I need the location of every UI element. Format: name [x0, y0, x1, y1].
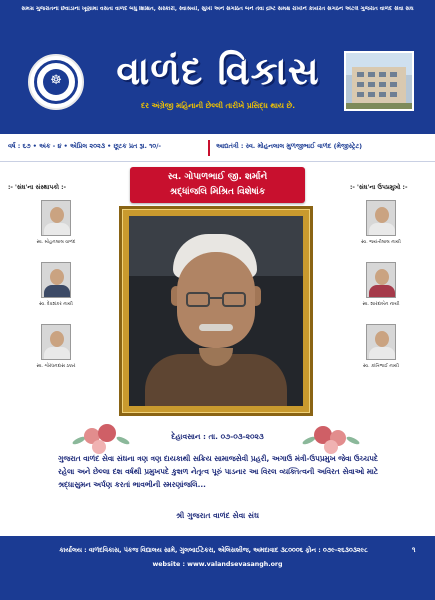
- office-address: કાર્યાલય : વાળંદવિકાસ, પંકજ વિદ્યાલય સામે, ગુલબાઈટેકરા, એલિસબ્રીજ, અમદાવાદ ૩૮૦૦૦૬ ફોન : ૦૭૯-૨૬૩૦૩૨૯૮: [59, 547, 368, 554]
- photo-shirt: [44, 285, 70, 298]
- info-separator: [208, 140, 210, 156]
- tribute-banner-line1: સ્વ. ગોપાળભાઈ જી. શર્માને: [167, 172, 268, 182]
- building-photo: [344, 51, 414, 111]
- leaf-shape: [116, 435, 131, 445]
- vice-president-name: સ્વ. શારદાબેન નાયી: [362, 302, 400, 307]
- vice-presidents-heading: :- 'સંઘ'ના ઉપપ્રમુખો :-: [350, 184, 408, 191]
- building-window: [368, 82, 375, 87]
- issue-info-bar: [0, 134, 435, 162]
- footer: [0, 536, 435, 600]
- photo-shirt: [44, 347, 70, 360]
- tribute-banner-line2: શ્રદ્ધાંજલિ મિશ્રિત વિશેષાંક: [169, 187, 266, 197]
- building-ground: [346, 103, 412, 109]
- photo-shirt: [369, 347, 395, 360]
- association-emblem-icon: [43, 69, 69, 95]
- photo-shirt: [369, 223, 395, 236]
- building-window: [357, 72, 364, 77]
- building-window: [357, 92, 364, 97]
- magazine-title: વાળંદ વિકાસ: [116, 48, 320, 93]
- building-window: [379, 82, 386, 87]
- building-facade: [352, 67, 406, 105]
- spectacles-right-lens: [222, 292, 246, 307]
- building-window: [357, 82, 364, 87]
- photo-shirt: [369, 285, 395, 298]
- issue-volume: વર્ષ : ૬૭ • અંક - ૪ • એપ્રિલ ૨૦૨૩ • છૂટક પ્રત રૂા. ૧૦/-: [8, 142, 162, 150]
- founder-name: સ્વ. ગોરધનદાસ ઠક્કર: [36, 364, 76, 369]
- date-of-death: દેહાવસાન : તા. ૦૭-૦૩-૨૦૨૩: [171, 432, 264, 441]
- vice-president-name: સ્વ. જયંતીલાલ નાયી: [361, 240, 401, 245]
- photo-head: [50, 207, 64, 223]
- building-window: [390, 92, 397, 97]
- page-number: ૧: [412, 546, 416, 554]
- founder-photo: [41, 324, 71, 360]
- building-window: [379, 92, 386, 97]
- building-window: [368, 92, 375, 97]
- founding-editor: આદ્યતંત્રી : સ્વ. મોહનલાલ મુળજીભાઈ વાળંદ (મેજીસ્ટ્રેટ): [216, 142, 363, 150]
- portrait-mustache: [199, 324, 233, 331]
- photo-head: [50, 269, 64, 285]
- memorial-portrait: [129, 216, 303, 406]
- founder-photo: [41, 200, 71, 236]
- photo-head: [375, 269, 389, 285]
- vice-president-photo: [366, 200, 396, 236]
- website-link[interactable]: website : www.valandsevasangh.org: [152, 561, 283, 568]
- portrait-frame: [119, 206, 313, 416]
- leaf-shape: [346, 435, 361, 445]
- publication-frequency: દર અંગ્રેજી મહિનાની છેલ્લી તારીખે પ્રસિદ્ધ થાય છે.: [140, 101, 296, 110]
- association-logo: [28, 54, 84, 110]
- founders-heading: :- 'સંઘ'ના સંસ્થાપકો :-: [8, 184, 66, 191]
- tribute-paragraph: ગુજરાત વાળંદ સેવા સંઘના ત્રણ ત્રણ દાયકાથી સક્રિય સામાજસેવી પ્રહરી, અગાઉ મંત્રી-ઉપપ્રમુખ જેવા ઉચ્ચપદે રહેલા અને છેલ્લા દશ વર્ષથી પ્રમુખપદે કુશળ નેતૃત્વ પૂરું પાડનાર આ વિરલ વ્યક્તિત્વની અવિરત સેવાઓ માટે શ્રદ્ધાસુમન અર્પણ કરતાં ભાવભીની સ્મરણાંજલિ...: [58, 454, 378, 489]
- building-window: [368, 72, 375, 77]
- founder-name: સ્વ. મોહનલાલ વાળંદ: [36, 240, 76, 245]
- building-window: [390, 72, 397, 77]
- spectacles-left-lens: [186, 292, 210, 307]
- vice-president-name: સ્વ. કાંતિભાઈ નાયી: [363, 364, 399, 369]
- photo-head: [375, 331, 389, 347]
- tribute-signature: શ્રી ગુજરાત વાળંદ સેવા સંઘ: [175, 511, 260, 520]
- photo-head: [375, 207, 389, 223]
- cover-body: [0, 162, 435, 536]
- building-window: [379, 72, 386, 77]
- logo-glyph: ☸: [50, 73, 62, 88]
- vice-president-photo: [366, 262, 396, 298]
- building-window: [390, 82, 397, 87]
- photo-head: [50, 331, 64, 347]
- founder-photo: [41, 262, 71, 298]
- photo-shirt: [44, 223, 70, 236]
- masthead-tagline: સમગ્ર ગુજરાતના છેવાડાના ખૂણામાં વસતાં વાળંદ બંધુ શિક્ષિત, સંસ્કારી, સ્વાશ્રયી, સુખી અને સંગઠિત બને તેવા દ્રષ્ટિ સમક્ષ રાખીને કાર્યરત સંગઠન એટલે ગુજરાત વાળંદ સેવા સંઘ: [21, 6, 414, 12]
- vice-president-photo: [366, 324, 396, 360]
- spectacles-bridge: [210, 297, 222, 299]
- founder-name: સ્વ. દેવશંકર નાયી: [39, 302, 73, 307]
- tribute-banner: [130, 167, 305, 203]
- masthead: [0, 0, 435, 134]
